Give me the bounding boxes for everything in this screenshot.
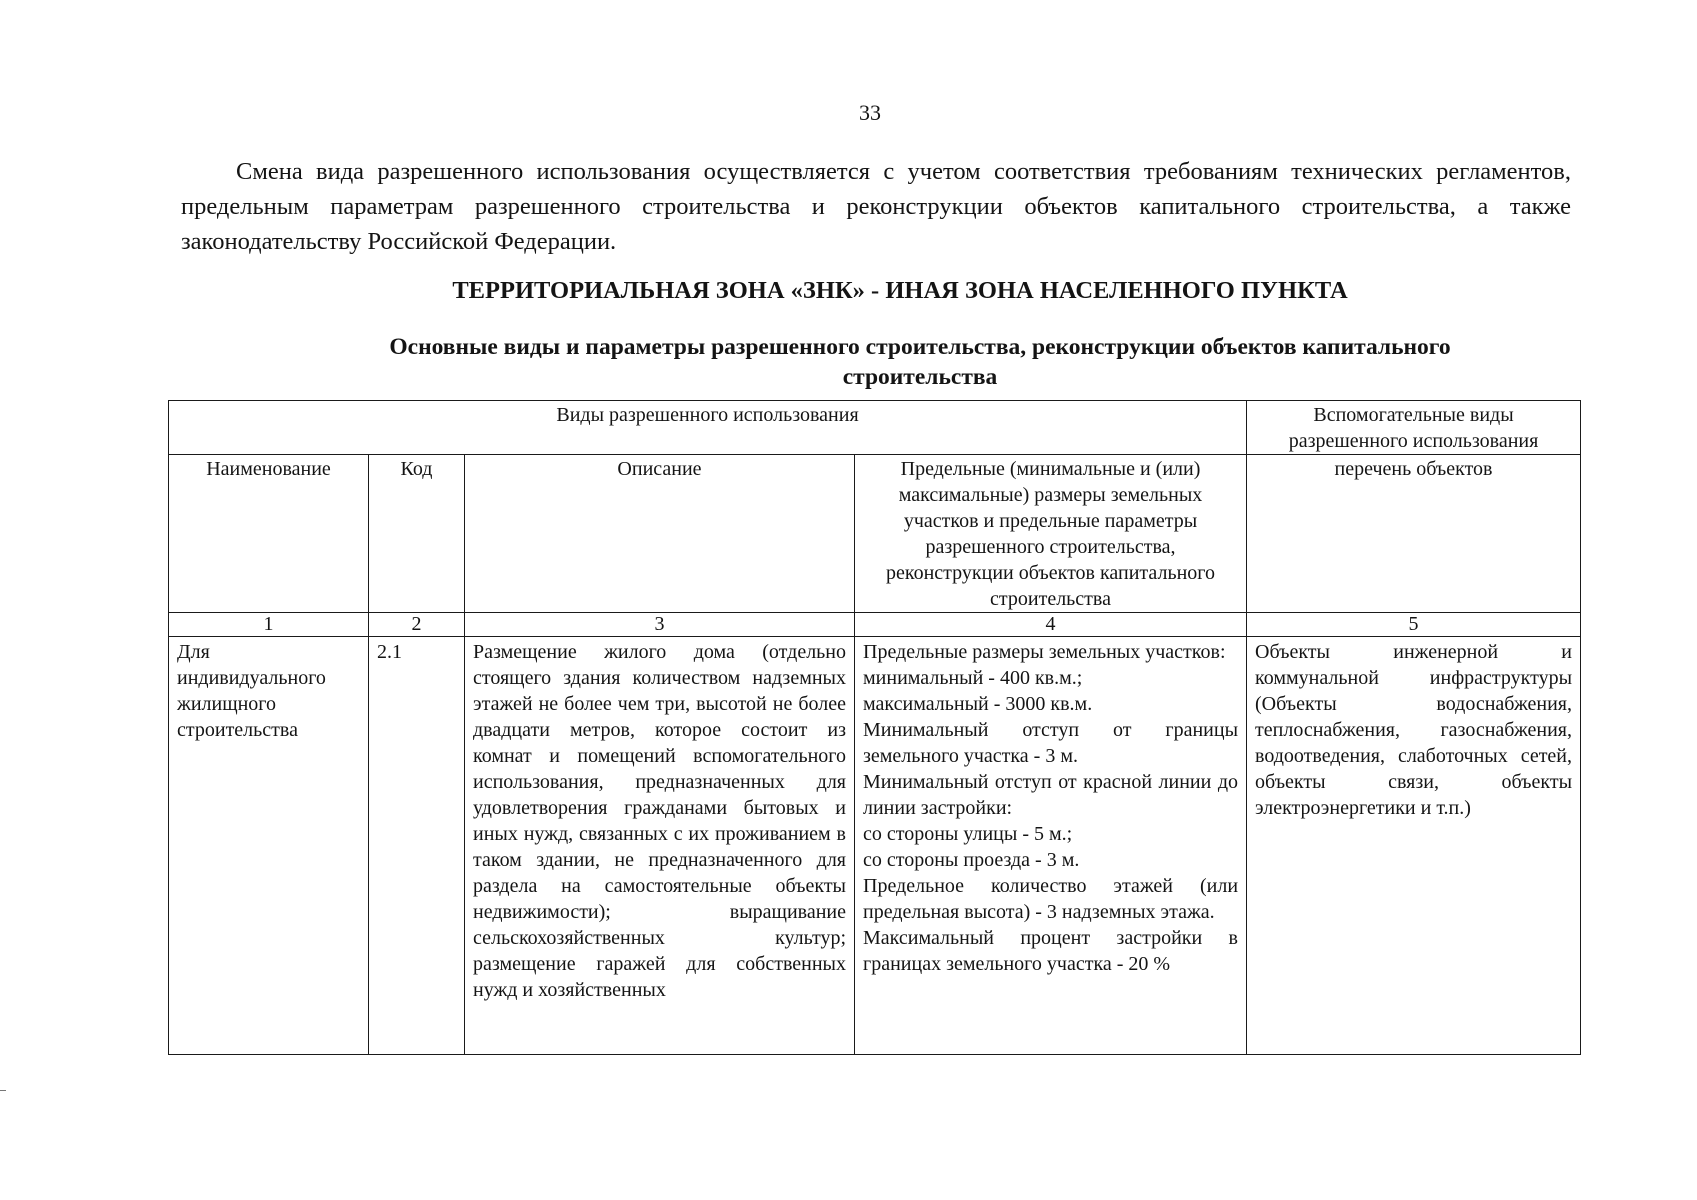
- parameter-line: минимальный - 400 кв.м.;: [863, 667, 1083, 689]
- use-name-line: Для: [177, 641, 210, 663]
- scan-edge-mark: [0, 1090, 6, 1091]
- use-code-cell: 2.1: [369, 637, 465, 1055]
- auxiliary-objects-cell: Объекты инженерной и коммунальной инфраструктуры (Объекты водоснабжения, теплоснабжения, газоснабжения, водоотведения, слаботочных сетей, объекты связи, объекты электроэнергетики и т.п.): [1247, 637, 1581, 1055]
- parameter-line: со стороны улицы - 5 м.;: [863, 823, 1073, 845]
- group-header-main: Виды разрешенного использования: [169, 401, 1247, 455]
- column-number: 2: [369, 613, 465, 637]
- parameter-line: максимальный - 3000 кв.м.: [863, 693, 1093, 715]
- column-number-row: [169, 613, 1581, 637]
- table-title: [300, 332, 1540, 392]
- use-parameters-cell: [855, 637, 1247, 1055]
- column-number: 5: [1247, 613, 1581, 637]
- column-header-parameters: Предельные (минимальные и (или) максимальные) размеры земельных участков и предельные параметры разрешенного строительства, реконструкции объектов капитального строительства: [855, 455, 1247, 613]
- page-number: 33: [859, 100, 881, 125]
- parameter-line: Максимальный процент застройки в границах земельного участка - 20 %: [863, 927, 1239, 975]
- use-name-line: жилищного: [177, 693, 277, 715]
- table-row: [169, 637, 1581, 1055]
- use-name-line: строительства: [177, 719, 298, 741]
- intro-paragraph: Смена вида разрешенного использования осуществляется с учетом соответствия требованиям технических регламентов, предельным параметрам разрешенного строительства и реконструкции объектов капитального строительства, а также законодательству Российской Федерации.: [181, 158, 1571, 255]
- zone-title: ТЕРРИТОРИАЛЬНАЯ ЗОНА «ЗНК» - ИНАЯ ЗОНА НАСЕЛЕННОГО ПУНКТА: [452, 277, 1348, 304]
- group-header-auxiliary: Вспомогательные виды разрешенного использования: [1247, 401, 1581, 455]
- column-number: 3: [465, 613, 855, 637]
- column-number: 1: [169, 613, 369, 637]
- parameter-line: Предельные размеры земельных участков:: [863, 641, 1226, 663]
- parameter-line: со стороны проезда - 3 м.: [863, 849, 1080, 871]
- use-name-cell: [169, 637, 369, 1055]
- column-number: 4: [855, 613, 1247, 637]
- column-header-description: Описание: [465, 455, 855, 613]
- column-header-row: [169, 455, 1581, 613]
- table-title-line-2: строительства: [842, 364, 998, 390]
- group-header-row: [169, 401, 1581, 455]
- column-header-objects: перечень объектов: [1247, 455, 1581, 613]
- parameter-line: Минимальный отступ от границы земельного участка - 3 м.: [863, 719, 1239, 767]
- regulations-table: [168, 400, 1581, 1055]
- column-header-name: Наименование: [169, 455, 369, 613]
- column-header-code: Код: [369, 455, 465, 613]
- use-name-line: индивидуального: [177, 667, 326, 689]
- use-description-cell: Размещение жилого дома (отдельно стоящего здания количеством надземных этажей не более чем три, высотой не более двадцати метров, которое состоит из комнат и помещений вспомогательного использования, предназначенных для удовлетворения гражданами бытовых и иных нужд, связанных с их проживанием в таком здании, не предназначенного для раздела на самостоятельные объекты недвижимости); выращивание сельскохозяйственных культур; размещение гаражей для собственных нужд и хозяйственных: [465, 637, 855, 1055]
- parameter-line: Предельное количество этажей (или предельная высота) - 3 надземных этажа.: [863, 875, 1239, 923]
- table-title-line-1: Основные виды и параметры разрешенного строительства, реконструкции объектов капитального: [389, 334, 1451, 360]
- parameter-line: Минимальный отступ от красной линии до линии застройки:: [863, 771, 1239, 819]
